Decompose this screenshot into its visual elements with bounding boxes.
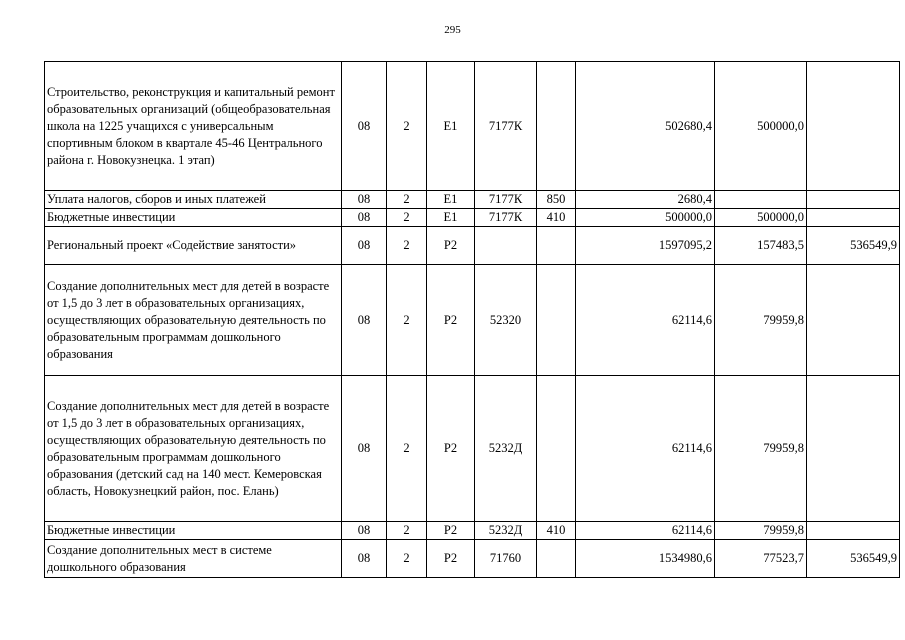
cell-subsection: 2 — [387, 62, 427, 191]
table-row — [45, 376, 900, 522]
cell-program: E1 — [427, 191, 475, 209]
table-row — [45, 265, 900, 376]
cell-subsection: 2 — [387, 209, 427, 227]
cell-amount-1: 500000,0 — [576, 209, 715, 227]
cell-expense-type: 850 — [537, 191, 576, 209]
cell-expense-type — [537, 376, 576, 522]
cell-amount-2: 500000,0 — [715, 62, 807, 191]
cell-target — [475, 227, 537, 265]
cell-amount-1: 502680,4 — [576, 62, 715, 191]
cell-amount-1: 1534980,6 — [576, 540, 715, 578]
row-name: Региональный проект «Содействие занятости» — [45, 227, 342, 265]
cell-target: 7177К — [475, 191, 537, 209]
cell-target: 5232Д — [475, 522, 537, 540]
cell-amount-3 — [807, 191, 900, 209]
budget-table — [44, 61, 900, 578]
cell-expense-type — [537, 62, 576, 191]
cell-amount-1: 62114,6 — [576, 265, 715, 376]
cell-program: E1 — [427, 209, 475, 227]
table-row — [45, 191, 900, 209]
row-name: Создание дополнительных мест для детей в возрасте от 1,5 до 3 лет в образовательных организациях, осуществляющих образовательную деятельность по образовательным программам дошкольного образования — [45, 265, 342, 376]
cell-subsection: 2 — [387, 227, 427, 265]
cell-target: 7177К — [475, 209, 537, 227]
table-row — [45, 227, 900, 265]
row-name: Создание дополнительных мест в системе дошкольного образования — [45, 540, 342, 578]
cell-target: 7177К — [475, 62, 537, 191]
cell-section: 08 — [342, 227, 387, 265]
cell-program: P2 — [427, 227, 475, 265]
cell-expense-type: 410 — [537, 522, 576, 540]
cell-program: P2 — [427, 522, 475, 540]
cell-target: 52320 — [475, 265, 537, 376]
cell-amount-1: 62114,6 — [576, 376, 715, 522]
cell-amount-1: 1597095,2 — [576, 227, 715, 265]
cell-section: 08 — [342, 265, 387, 376]
cell-program: P2 — [427, 540, 475, 578]
cell-expense-type — [537, 265, 576, 376]
cell-amount-2 — [715, 191, 807, 209]
table-row — [45, 522, 900, 540]
row-name: Бюджетные инвестиции — [45, 522, 342, 540]
cell-subsection: 2 — [387, 191, 427, 209]
cell-amount-3 — [807, 62, 900, 191]
cell-amount-3: 536549,9 — [807, 540, 900, 578]
page-number: 295 — [444, 24, 461, 36]
cell-amount-3 — [807, 376, 900, 522]
cell-amount-1: 2680,4 — [576, 191, 715, 209]
cell-subsection: 2 — [387, 376, 427, 522]
cell-amount-2: 79959,8 — [715, 522, 807, 540]
cell-amount-2: 79959,8 — [715, 265, 807, 376]
cell-target: 71760 — [475, 540, 537, 578]
cell-subsection: 2 — [387, 265, 427, 376]
cell-subsection: 2 — [387, 522, 427, 540]
cell-program: P2 — [427, 376, 475, 522]
cell-expense-type — [537, 540, 576, 578]
cell-section: 08 — [342, 540, 387, 578]
cell-section: 08 — [342, 209, 387, 227]
cell-amount-2: 79959,8 — [715, 376, 807, 522]
cell-subsection: 2 — [387, 540, 427, 578]
cell-amount-2: 157483,5 — [715, 227, 807, 265]
cell-section: 08 — [342, 376, 387, 522]
cell-amount-3 — [807, 522, 900, 540]
cell-expense-type — [537, 227, 576, 265]
cell-amount-3: 536549,9 — [807, 227, 900, 265]
row-name: Бюджетные инвестиции — [45, 209, 342, 227]
cell-amount-2: 77523,7 — [715, 540, 807, 578]
row-name: Строительство, реконструкция и капитальный ремонт образовательных организаций (общеобразовательная школа на 1225 учащихся с универсальным спортивным блоком в квартале 45-46 Центрального района г. Новокузнецка. 1 этап) — [45, 62, 342, 191]
cell-section: 08 — [342, 522, 387, 540]
row-name: Уплата налогов, сборов и иных платежей — [45, 191, 342, 209]
cell-amount-3 — [807, 265, 900, 376]
table-row — [45, 62, 900, 191]
cell-amount-2: 500000,0 — [715, 209, 807, 227]
row-name: Создание дополнительных мест для детей в возрасте от 1,5 до 3 лет в образовательных организациях, осуществляющих образовательную деятельность по образовательным программам дошкольного образования (детский сад на 140 мест. Кемеровская область, Новокузнецкий район, пос. Елань) — [45, 376, 342, 522]
cell-target: 5232Д — [475, 376, 537, 522]
cell-expense-type: 410 — [537, 209, 576, 227]
cell-program: E1 — [427, 62, 475, 191]
table-row — [45, 540, 900, 578]
cell-amount-1: 62114,6 — [576, 522, 715, 540]
cell-program: P2 — [427, 265, 475, 376]
cell-amount-3 — [807, 209, 900, 227]
table-row — [45, 209, 900, 227]
cell-section: 08 — [342, 62, 387, 191]
cell-section: 08 — [342, 191, 387, 209]
